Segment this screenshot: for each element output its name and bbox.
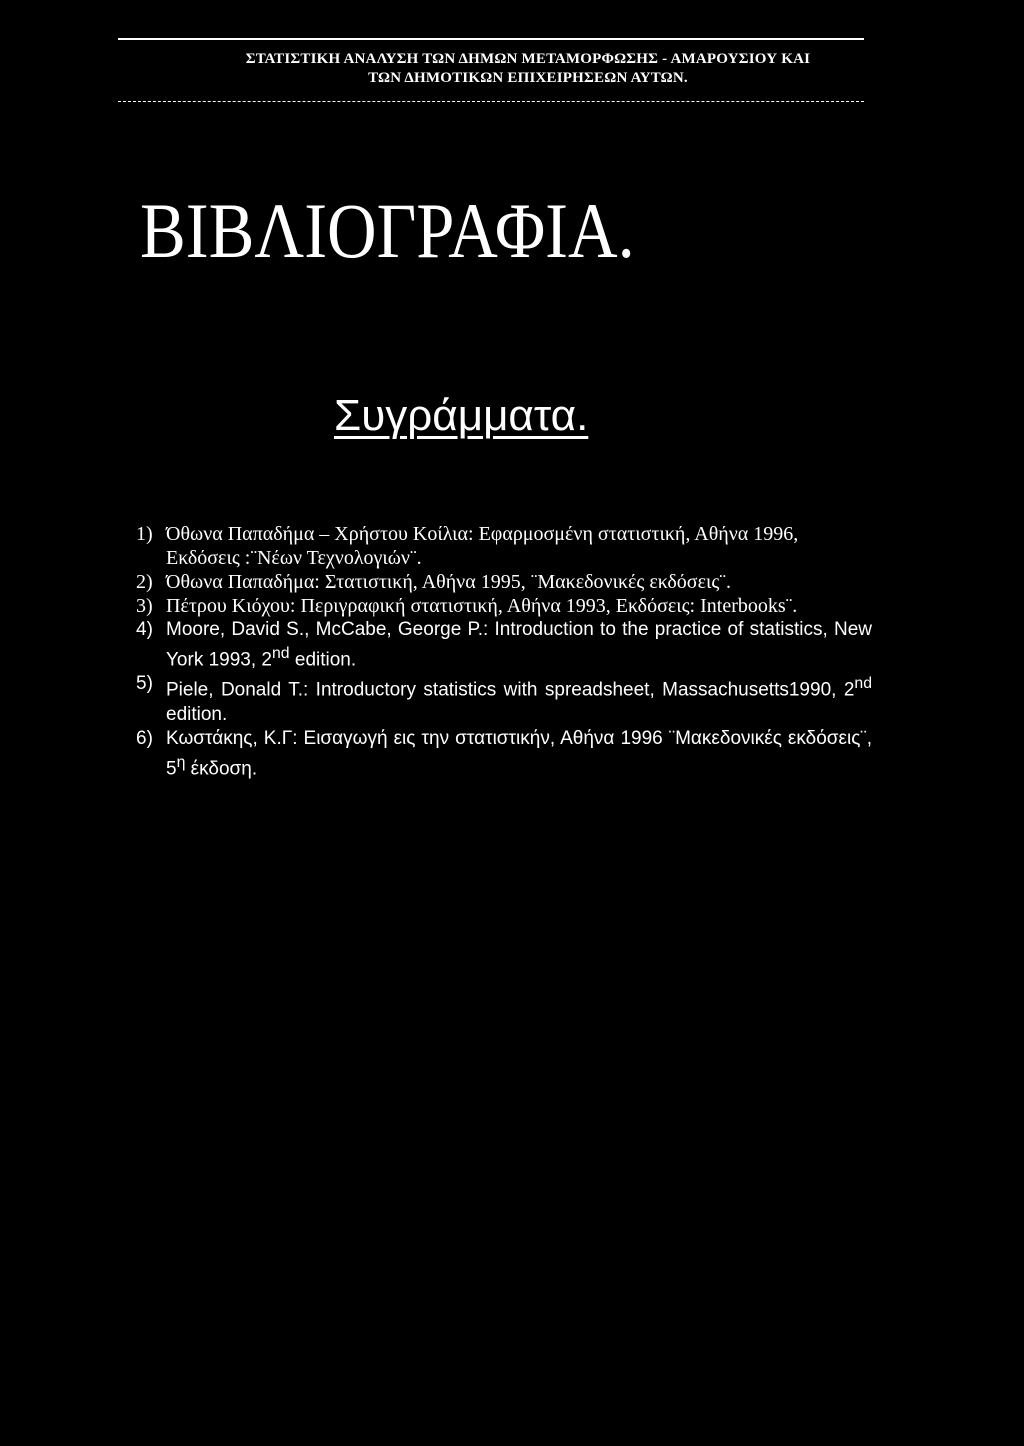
reference-item-5	[136, 672, 872, 726]
section-title: Συγράμματα.	[334, 391, 589, 440]
reference-text: Πέτρου Κιόχου: Περιγραφική στατιστική, Αθήνα 1993, Εκδόσεις: Interbooks¨.	[166, 595, 798, 617]
reference-text	[166, 618, 872, 672]
reference-text: Όθωνα Παπαδήμα: Στατιστική, Αθήνα 1995, ¨Μακεδονικές εκδόσεις¨.	[166, 571, 731, 593]
reference-text-tail: edition.	[166, 703, 228, 725]
reference-text-tail: edition.	[289, 649, 357, 671]
reference-item-6	[136, 727, 872, 781]
running-head-line-1: ΣΤΑΤΙΣΤΙΚΗ ΑΝΑΛΥΣΗ ΤΩΝ ΔΗΜΩΝ ΜΕΤΑΜΟΡΦΩΣΗΣ - ΑΜΑΡΟΥΣΙΟΥ ΚΑΙ	[245, 51, 811, 67]
ordinal-superscript: nd	[854, 675, 872, 693]
running-head	[118, 50, 938, 88]
reference-text	[166, 727, 872, 781]
reference-number: 2)	[136, 571, 153, 593]
reference-text	[166, 672, 872, 726]
reference-item-4	[136, 618, 872, 672]
reference-text: Όθωνα Παπαδήμα – Χρήστου Κοίλια: Εφαρμοσμένη στατιστική, Αθήνα 1996, Εκδόσεις :¨Νέων Τεχνολογιών¨.	[166, 523, 799, 569]
reference-number: 5)	[136, 673, 153, 695]
header-rule-top	[118, 38, 864, 40]
reference-number: 3)	[136, 595, 153, 617]
reference-number: 1)	[136, 523, 153, 545]
reference-item-2	[136, 570, 872, 594]
reference-text-tail: έκδοση.	[185, 757, 258, 779]
ordinal-superscript: η	[176, 753, 186, 771]
header-rule-bottom	[118, 101, 864, 102]
reference-text-main: Piele, Donald T.: Introductory statistics with spreadsheet, Massachusetts1990, 2	[166, 679, 855, 701]
ordinal-superscript: nd	[272, 645, 290, 662]
reference-number: 6)	[136, 727, 153, 749]
reference-number: 4)	[136, 619, 153, 640]
reference-item-3	[136, 594, 872, 618]
reference-item-1	[136, 522, 872, 570]
bibliography-list	[136, 522, 872, 781]
page-title: ΒΙΒΛΙΟΓΡΑΦΙΑ.	[140, 187, 635, 274]
running-head-line-2: ΤΩΝ ΔΗΜΟΤΙΚΩΝ ΕΠΙΧΕΙΡΗΣΕΩΝ ΑΥΤΩΝ.	[368, 70, 688, 86]
reference-text-main: Moore, David S., McCabe, George P.: Introduction to the practice of statistics, New York 1993, 2	[166, 619, 872, 671]
reference-text-main: Κωστάκης, Κ.Γ: Εισαγωγή εις την στατιστικήν, Αθήνα 1996 ¨Μακεδονικές εκδόσεις¨, 5	[166, 727, 872, 779]
